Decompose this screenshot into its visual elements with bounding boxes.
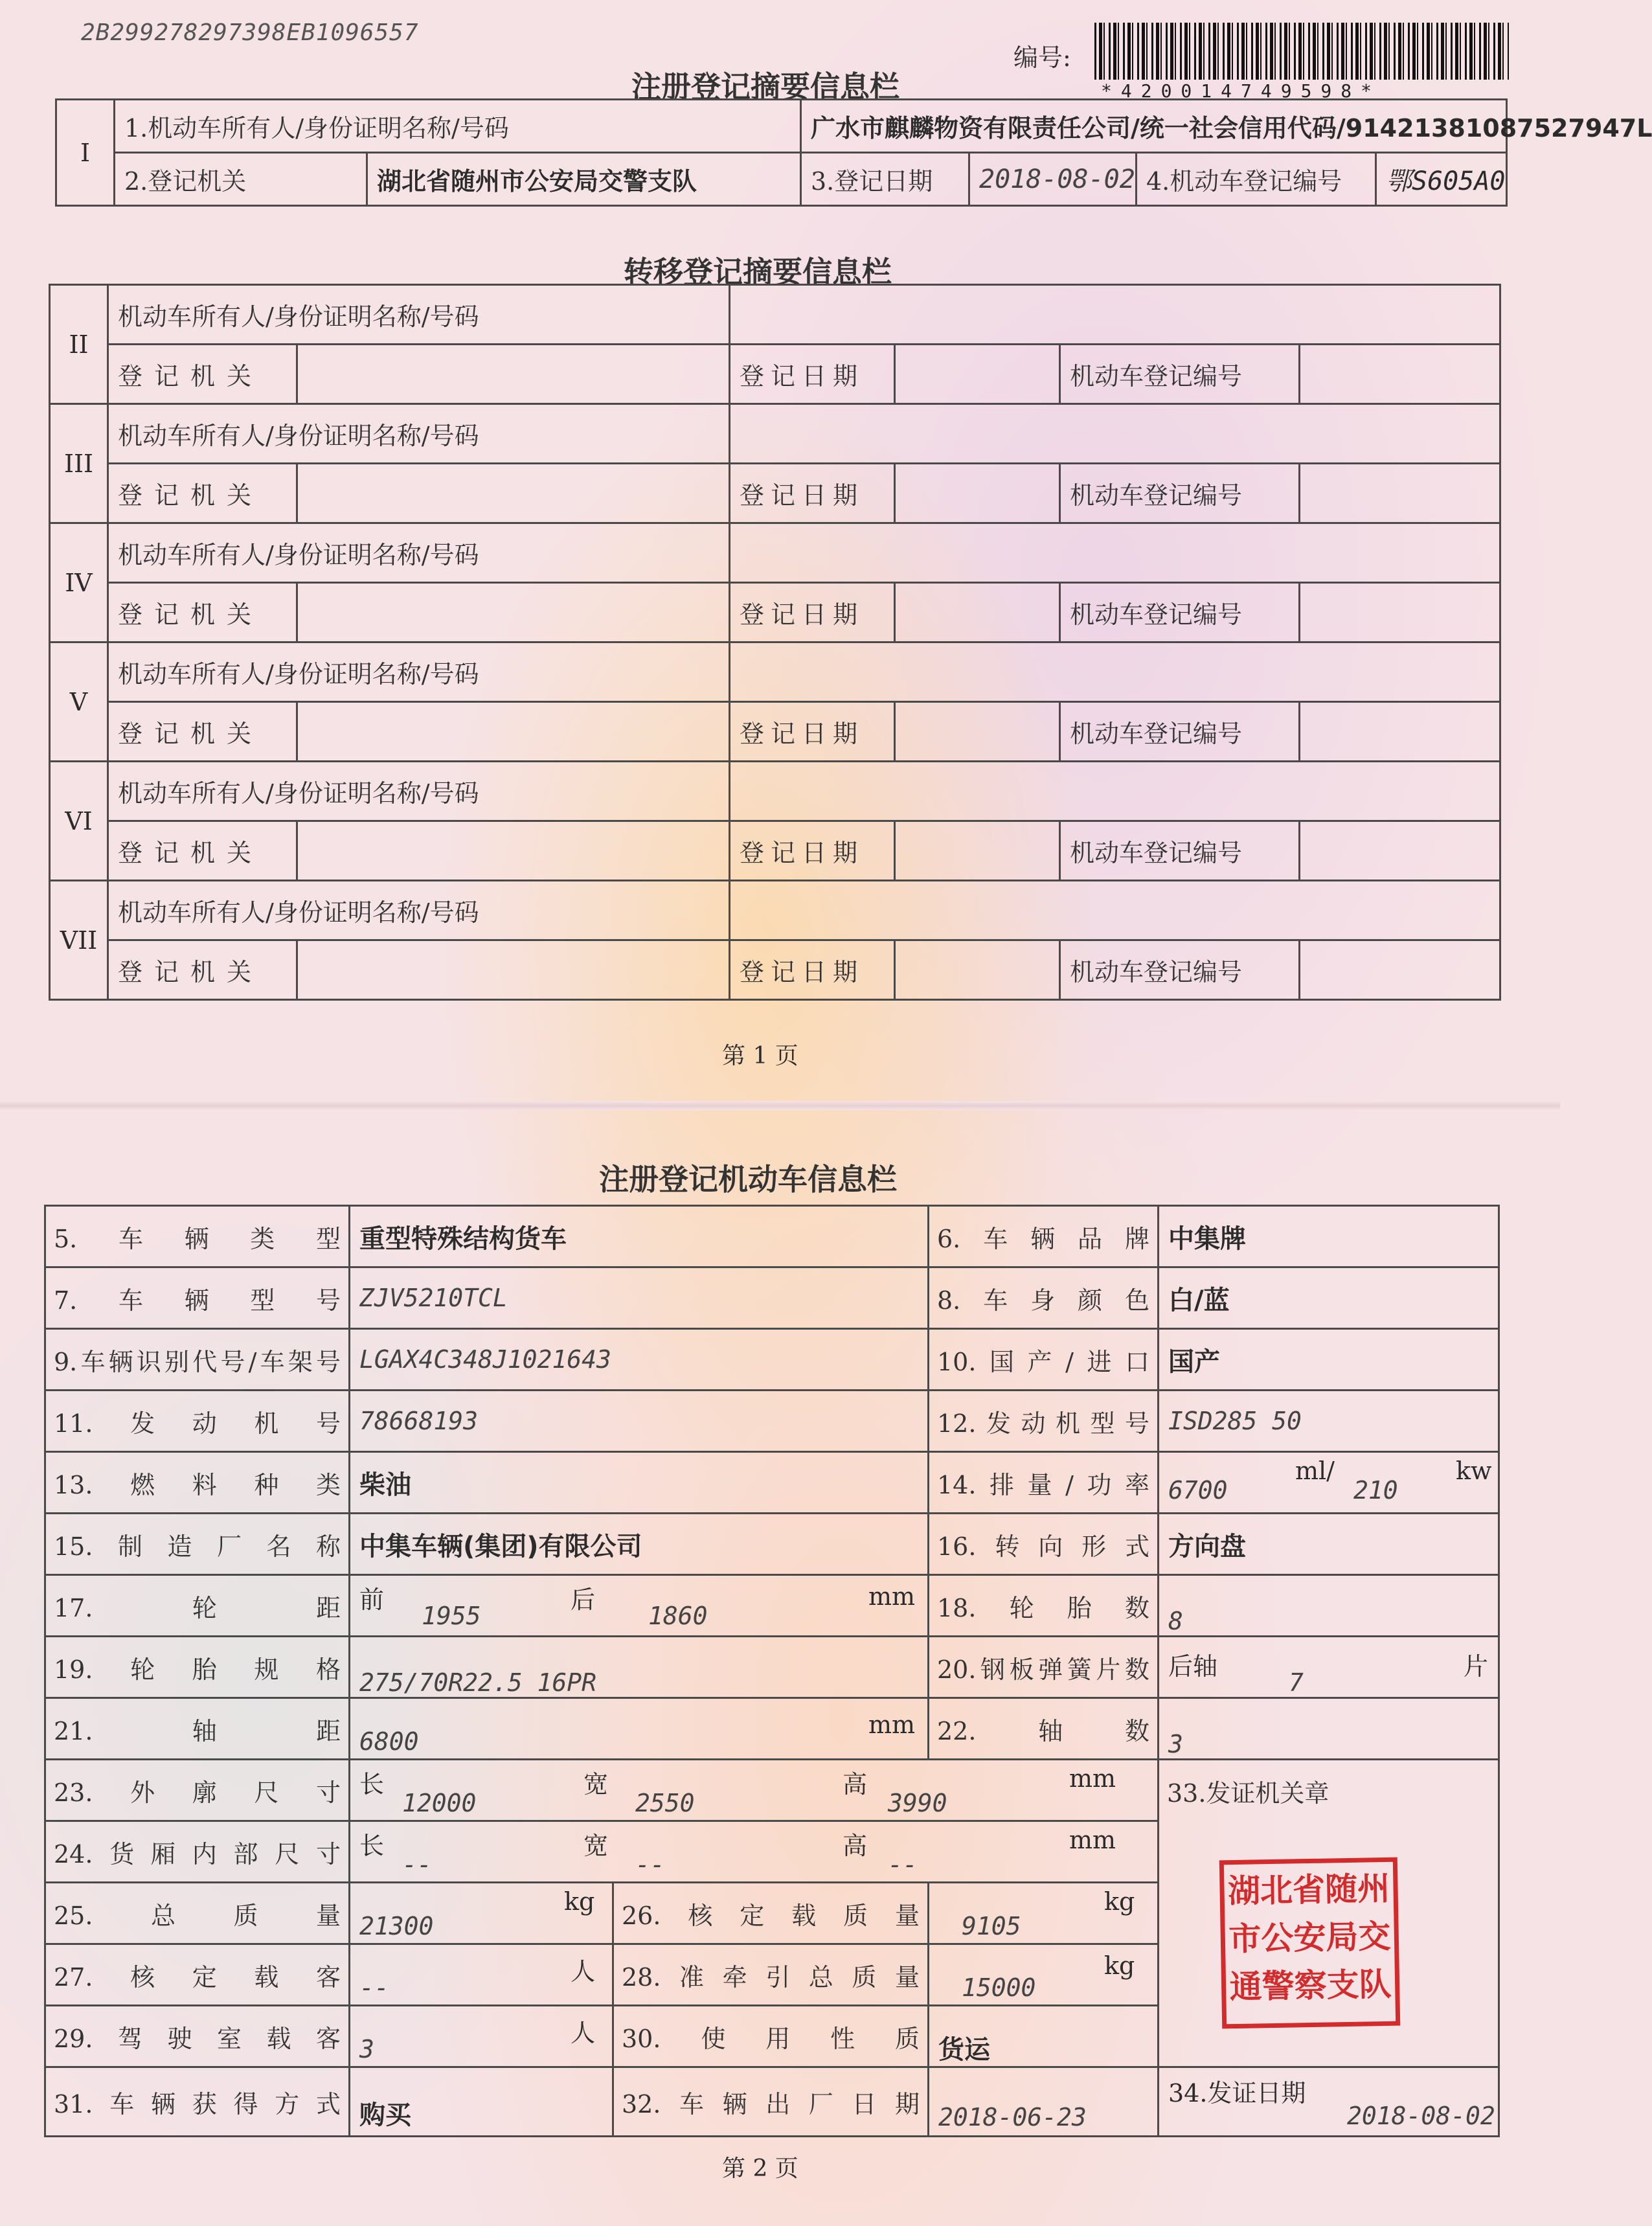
page-1-label: 第 1 页 (722, 1043, 798, 1069)
issuing-authority-seal (1219, 1857, 1400, 2029)
f25-value: 21300 (359, 1912, 434, 1940)
f31-label: 31.车辆获得方式 (45, 2067, 350, 2137)
f31-value: 购买 (350, 2067, 613, 2137)
f22-value: 3 (1159, 1698, 1499, 1760)
f23-length-label: 长 (359, 1770, 385, 1799)
bianhao-label: 编号: (1013, 43, 1071, 72)
f17-rear-value: 1860 (648, 1602, 708, 1630)
transfer-authority-value (297, 702, 730, 762)
f23-label: 23.外廓尺寸 (45, 1760, 350, 1821)
f23-height-value: 3990 (888, 1789, 947, 1817)
f24-height-value: -- (888, 1850, 918, 1879)
transfer-reg-no-value (1300, 345, 1500, 404)
page-fold (0, 1101, 1560, 1110)
barcode (1094, 23, 1509, 80)
f32-value: 2018-06-23 (929, 2067, 1159, 2137)
f29-value: 3 (359, 2035, 374, 2063)
f24-label: 24.货厢内部尺寸 (45, 1821, 350, 1883)
transfer-summary-title: 转移登记摘要信息栏 (624, 255, 892, 290)
f13-value: 柴油 (350, 1452, 929, 1514)
transfer-owner-label: 机动车所有人/身份证明名称/号码 (108, 285, 730, 345)
f23-width-value: 2550 (635, 1789, 695, 1817)
transfer-owner-label: 机动车所有人/身份证明名称/号码 (108, 881, 730, 940)
f21-value: 6800 (359, 1727, 419, 1756)
transfer-row-roman: VI (50, 762, 108, 881)
transfer-owner-value (730, 762, 1500, 821)
transfer-date-value (895, 583, 1060, 642)
f14-label: 14.排量/功率 (929, 1452, 1159, 1514)
transfer-row-roman: V (50, 642, 108, 762)
row-roman-i: I (56, 100, 115, 206)
transfer-authority-value (297, 583, 730, 642)
transfer-authority-label: 登记机关 (108, 702, 297, 762)
f17-unit: mm (868, 1582, 916, 1611)
f29-label: 29.驾驶室载客 (45, 2006, 350, 2067)
f18-label: 18.轮胎数 (929, 1575, 1159, 1637)
f15-value: 中集车辆(集团)有限公司 (350, 1514, 929, 1575)
transfer-row-roman: II (50, 285, 108, 404)
transfer-date-value (895, 821, 1060, 881)
f15-label: 15.制造厂名称 (45, 1514, 350, 1575)
f16-label: 16.转向形式 (929, 1514, 1159, 1575)
f28-label: 28.准牵引总质量 (613, 1944, 929, 2006)
transfer-date-label: 登记日期 (730, 583, 895, 642)
register-summary-table (55, 98, 1652, 207)
f23-width-label: 宽 (583, 1770, 609, 1799)
serial-number: 2B299278297398EB1096557 (81, 19, 419, 46)
f24-width-label: 宽 (583, 1832, 609, 1860)
transfer-reg-no-label: 机动车登记编号 (1060, 583, 1300, 642)
barcode-number: *420014749598* (1101, 80, 1381, 102)
transfer-authority-value (297, 345, 730, 404)
transfer-reg-no-value (1300, 821, 1500, 881)
transfer-date-label: 登记日期 (730, 345, 895, 404)
authority-value: 湖北省随州市公安局交警支队 (367, 153, 801, 206)
f6-label: 6.车辆品牌 (929, 1206, 1159, 1267)
f23-length-value: 12000 (402, 1789, 477, 1817)
owner-label: 1.机动车所有人/身份证明名称/号码 (115, 100, 801, 153)
f13-label: 13.燃料种类 (45, 1452, 350, 1514)
f26-label: 26.核定载质量 (613, 1883, 929, 1944)
transfer-owner-label: 机动车所有人/身份证明名称/号码 (108, 762, 730, 821)
f10-value: 国产 (1159, 1329, 1499, 1391)
f8-value: 白/蓝 (1159, 1267, 1499, 1329)
f9-label: 9.车辆识别代号/车架号 (45, 1329, 350, 1391)
f7-label: 7.车辆型号 (45, 1267, 350, 1329)
owner-value: 广水市麒麟物资有限责任公司/统一社会信用代码/91421381087527947L (801, 100, 1507, 153)
f29-unit: 人 (571, 2019, 596, 2047)
transfer-row-roman: IV (50, 523, 108, 642)
f14-ml-value: 6700 (1168, 1476, 1228, 1505)
f33-label: 33.发证机关章 (1159, 1760, 1499, 2067)
f8-label: 8.车身颜色 (929, 1267, 1159, 1329)
f34-value: 2018-08-02 (1347, 2102, 1495, 2130)
f14-kw-value: 210 (1353, 1476, 1398, 1505)
seal-line: 通警察支队 (1229, 1965, 1392, 2006)
transfer-owner-value (730, 523, 1500, 583)
f14-ml-unit: ml/ (1295, 1457, 1335, 1485)
f28-unit: kg (1104, 1951, 1135, 1980)
transfer-reg-no-value (1300, 464, 1500, 523)
f25-label: 25.总质量 (45, 1883, 350, 1944)
reg-date-value: 2018-08-02 (969, 153, 1137, 206)
transfer-date-label: 登记日期 (730, 702, 895, 762)
transfer-date-value (895, 702, 1060, 762)
f20-label: 20.钢板弹簧片数 (929, 1637, 1159, 1698)
transfer-row-roman: VII (50, 881, 108, 1000)
f19-label: 19.轮胎规格 (45, 1637, 350, 1698)
transfer-owner-label: 机动车所有人/身份证明名称/号码 (108, 642, 730, 702)
f20-rear-label: 后轴 (1168, 1652, 1218, 1681)
transfer-summary-table (49, 284, 1501, 1001)
transfer-authority-value (297, 821, 730, 881)
f12-label: 12.发动机型号 (929, 1391, 1159, 1452)
transfer-owner-label: 机动车所有人/身份证明名称/号码 (108, 404, 730, 464)
page-2-label: 第 2 页 (722, 2155, 798, 2182)
transfer-reg-no-label: 机动车登记编号 (1060, 821, 1300, 881)
f20-unit: 片 (1464, 1652, 1489, 1681)
f17-front-label: 前 (359, 1585, 385, 1614)
f23-unit: mm (1069, 1764, 1116, 1793)
f22-label: 22.轴数 (929, 1698, 1159, 1760)
transfer-date-label: 登记日期 (730, 464, 895, 523)
f23-height-label: 高 (843, 1770, 868, 1799)
f20-value: 7 (1289, 1668, 1304, 1697)
f24-width-value: -- (635, 1850, 665, 1879)
register-summary-title: 注册登记摘要信息栏 (631, 69, 900, 104)
transfer-authority-label: 登记机关 (108, 464, 297, 523)
f30-value: 货运 (929, 2006, 1159, 2067)
f9-value: LGAX4C348J1021643 (350, 1329, 929, 1391)
f27-label: 27.核定载客 (45, 1944, 350, 2006)
f19-value: 275/70R22.5 16PR (350, 1637, 929, 1698)
f34-label: 34.发证日期 (1168, 2079, 1306, 2107)
f5-value: 重型特殊结构货车 (350, 1206, 929, 1267)
transfer-reg-no-label: 机动车登记编号 (1060, 464, 1300, 523)
f17-rear-label: 后 (571, 1585, 596, 1614)
f21-unit: mm (868, 1710, 916, 1739)
authority-label: 2.登记机关 (115, 153, 367, 206)
f24-height-label: 高 (843, 1832, 868, 1860)
transfer-authority-label: 登记机关 (108, 583, 297, 642)
f10-label: 10.国产/进口 (929, 1329, 1159, 1391)
transfer-owner-value (730, 404, 1500, 464)
transfer-owner-value (730, 881, 1500, 940)
f12-value: ISD285 50 (1159, 1391, 1499, 1452)
f26-value: 9105 (962, 1912, 1021, 1940)
transfer-reg-no-label: 机动车登记编号 (1060, 940, 1300, 1000)
transfer-date-value (895, 345, 1060, 404)
seal-line: 市公安局交 (1228, 1917, 1391, 1959)
transfer-reg-no-value (1300, 940, 1500, 1000)
f21-label: 21.轴距 (45, 1698, 350, 1760)
transfer-date-value (895, 464, 1060, 523)
transfer-authority-label: 登记机关 (108, 821, 297, 881)
f28-value: 15000 (962, 1973, 1036, 2002)
seal-line: 湖北省随州 (1227, 1869, 1390, 1911)
transfer-authority-value (297, 464, 730, 523)
f30-label: 30.使用性质 (613, 2006, 929, 2067)
transfer-date-label: 登记日期 (730, 821, 895, 881)
reg-no-label: 4.机动车登记编号 (1137, 153, 1376, 206)
f6-value: 中集牌 (1159, 1206, 1499, 1267)
reg-date-label: 3.登记日期 (801, 153, 969, 206)
f27-unit: 人 (571, 1957, 596, 1986)
transfer-authority-label: 登记机关 (108, 345, 297, 404)
f32-label: 32.车辆出厂日期 (613, 2067, 929, 2137)
transfer-reg-no-label: 机动车登记编号 (1060, 345, 1300, 404)
transfer-reg-no-value (1300, 702, 1500, 762)
f17-label: 17.轮距 (45, 1575, 350, 1637)
transfer-row-roman: III (50, 404, 108, 523)
f18-value: 8 (1159, 1575, 1499, 1637)
f24-length-label: 长 (359, 1832, 385, 1860)
f11-label: 11.发动机号 (45, 1391, 350, 1452)
transfer-authority-label: 登记机关 (108, 940, 297, 1000)
f5-label: 5.车辆类型 (45, 1206, 350, 1267)
transfer-reg-no-label: 机动车登记编号 (1060, 702, 1300, 762)
vehicle-info-title: 注册登记机动车信息栏 (599, 1162, 897, 1197)
transfer-authority-value (297, 940, 730, 1000)
transfer-owner-value (730, 642, 1500, 702)
transfer-reg-no-value (1300, 583, 1500, 642)
transfer-date-value (895, 940, 1060, 1000)
f25-unit: kg (564, 1887, 595, 1916)
f7-value: ZJV5210TCL (350, 1267, 929, 1329)
transfer-date-label: 登记日期 (730, 940, 895, 1000)
f14-kw-unit: kw (1456, 1457, 1492, 1485)
f27-value: -- (359, 1973, 389, 2002)
f16-value: 方向盘 (1159, 1514, 1499, 1575)
transfer-owner-label: 机动车所有人/身份证明名称/号码 (108, 523, 730, 583)
f24-unit: mm (1069, 1826, 1116, 1854)
f17-front-value: 1955 (422, 1602, 481, 1630)
reg-no-value: 鄂S605A0 (1376, 153, 1507, 206)
f24-length-value: -- (402, 1850, 432, 1879)
f11-value: 78668193 (350, 1391, 929, 1452)
f26-unit: kg (1104, 1887, 1135, 1916)
transfer-owner-value (730, 285, 1500, 345)
